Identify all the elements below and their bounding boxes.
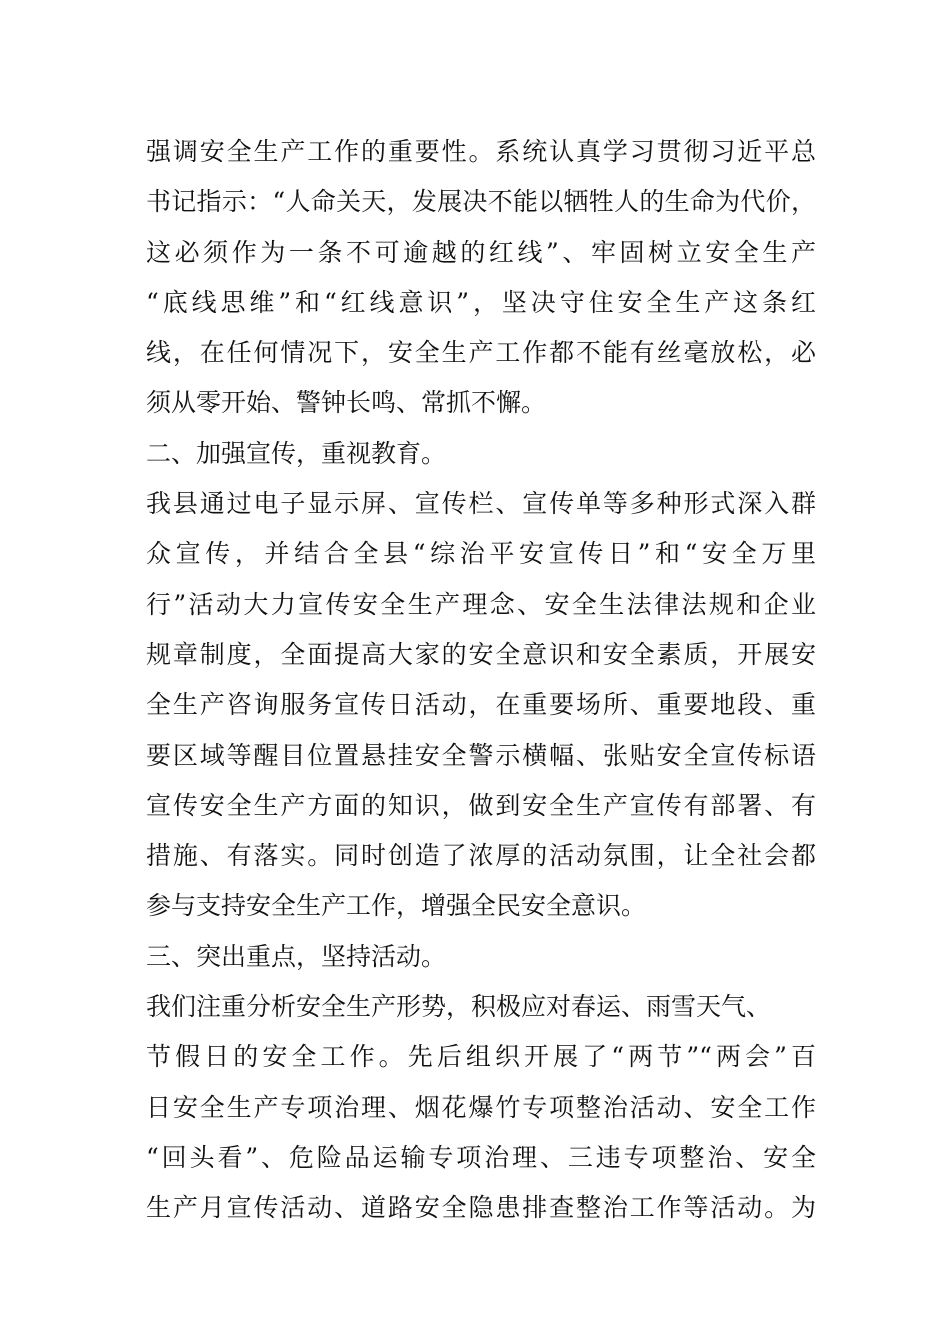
text-line: “回头看”、危险品运输专项治理、三违专项整治、安全 — [146, 1142, 816, 1172]
text-line: 措施、有落实。同时创造了浓厚的活动氛围，让全社会都 — [146, 841, 816, 871]
text-line: 宣传安全生产方面的知识，做到安全生产宣传有部署、有 — [146, 790, 816, 820]
text-line: 我们注重分析安全生产形势，积极应对春运、雨雪天气、 — [146, 992, 772, 1022]
document-body — [146, 127, 816, 1234]
text-line: 二、加强宣传，重视教育。 — [146, 438, 447, 468]
text-line: “底线思维”和“红线意识”，坚决守住安全生产这条红 — [146, 287, 816, 317]
text-line: 日安全生产专项治理、烟花爆竹专项整治活动、安全工作 — [146, 1092, 816, 1122]
text-line: 须从零开始、警钟长鸣、常抓不懈。 — [146, 388, 547, 418]
text-line: 节假日的安全工作。先后组织开展了“两节”“两会”百 — [146, 1042, 816, 1072]
text-line: 强调安全生产工作的重要性。系统认真学习贯彻习近平总 — [146, 137, 816, 166]
text-line: 三、突出重点，坚持活动。 — [146, 941, 447, 971]
text-line: 要区域等醒目位置悬挂安全警示横幅、张贴安全宣传标语 — [146, 740, 816, 770]
text-line: 全生产咨询服务宣传日活动，在重要场所、重要地段、重 — [146, 690, 816, 720]
text-line: 行”活动大力宣传安全生产理念、安全生法律法规和企业 — [146, 589, 816, 619]
text-line: 书记指示：“人命关天，发展决不能以牺牲人的生命为代价， — [146, 187, 816, 217]
text-line: 我县通过电子显示屏、宣传栏、宣传单等多种形式深入群 — [146, 489, 816, 519]
text-line: 这必须作为一条不可逾越的红线”、牢固树立安全生产 — [146, 237, 816, 267]
text-line: 众宣传，并结合全县“综治平安宣传日”和“安全万里 — [146, 539, 816, 569]
text-line: 参与支持安全生产工作，增强全民安全意识。 — [146, 891, 647, 921]
text-line: 线，在任何情况下，安全生产工作都不能有丝毫放松，必 — [146, 338, 816, 368]
text-line: 规章制度，全面提高大家的安全意识和安全素质，开展安 — [146, 639, 816, 669]
text-line: 生产月宣传活动、道路安全隐患排查整治工作等活动。为 — [146, 1193, 816, 1223]
